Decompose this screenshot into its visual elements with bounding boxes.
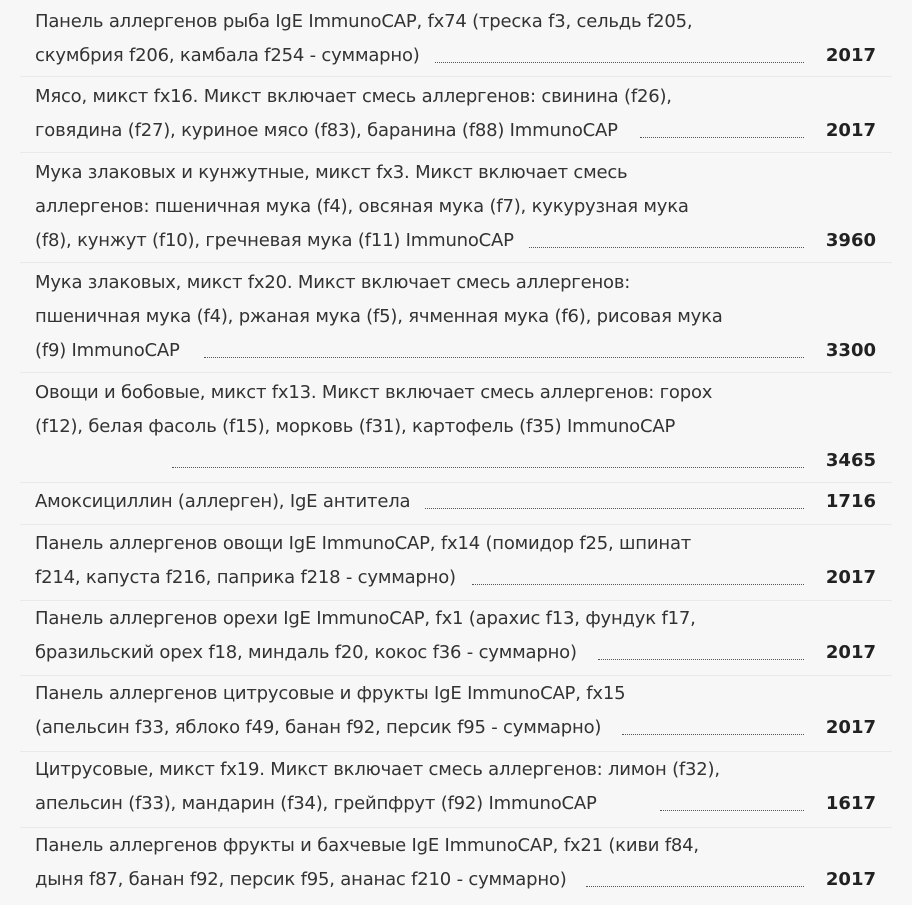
divider bbox=[20, 600, 892, 601]
item-price: 3465 bbox=[825, 450, 876, 471]
divider bbox=[20, 751, 892, 752]
item-name[interactable]: Панель аллергенов орехи IgE ImmunoCAP, fx1 (арахис f13, фундук f17, бразильский орех f18, миндаль f20, кокос f36 - суммарно) bbox=[35, 608, 696, 663]
item-name[interactable]: Панель аллергенов рыба IgE ImmunoCAP, fx74 (треска f3, сельдь f205, скумбрия f206, камбала f254 - суммарно) bbox=[35, 11, 693, 66]
item-name[interactable]: Панель аллергенов овощи IgE ImmunoCAP, fx14 (помидор f25, шпинат f214, капуста f216, паприка f218 - суммарно) bbox=[35, 533, 692, 588]
item-name[interactable]: Панель аллергенов цитрусовые и фрукты IgE ImmunoCAP, fx15 (апельсин f33, яблоко f49, банан f92, персик f95 - суммарно) bbox=[35, 683, 626, 738]
item-name[interactable]: Амоксициллин (аллерген), IgE антитела bbox=[35, 485, 725, 519]
dotted-leader bbox=[172, 467, 804, 468]
item-price: 3300 bbox=[825, 340, 876, 361]
divider bbox=[20, 524, 892, 525]
divider bbox=[20, 262, 892, 263]
divider bbox=[20, 675, 892, 676]
item-name[interactable]: Мука злаковых и кунжутные, микст fx3. Микст включает смесь аллергенов: пшеничная мука (f4), овсяная мука (f7), кукурузная мука (f8), кунжут (f10), гречневая мука (f11) ImmunoCAP bbox=[35, 162, 689, 251]
item-price: 2017 bbox=[825, 567, 876, 588]
item-name[interactable]: Панель аллергенов фрукты и бахчевые IgE ImmunoCAP, fx21 (киви f84, дыня f87, банан f92, персик f95, ананас f210 - суммарно) bbox=[35, 835, 699, 890]
item-price: 2017 bbox=[825, 45, 876, 66]
divider bbox=[20, 372, 892, 373]
item-price: 2017 bbox=[825, 642, 876, 663]
item-price: 1716 bbox=[825, 491, 876, 512]
divider bbox=[20, 827, 892, 828]
item-name[interactable]: Цитрусовые, микст fx19. Микст включает смесь аллергенов: лимон (f32), апельсин (f33), мандарин (f34), грейпфрут (f92) ImmunoCAP bbox=[35, 759, 720, 814]
item-price: 2017 bbox=[825, 869, 876, 890]
item-price: 1617 bbox=[825, 793, 876, 814]
item-name[interactable]: Мясо, микст fx16. Микст включает смесь аллергенов: свинина (f26), говядина (f27), куриное мясо (f83), баранина (f88) ImmunoCAP bbox=[35, 86, 672, 141]
item-price: 2017 bbox=[825, 120, 876, 141]
divider bbox=[20, 482, 892, 483]
item-price: 2017 bbox=[825, 717, 876, 738]
divider bbox=[20, 76, 892, 77]
item-name[interactable]: Мука злаковых, микст fx20. Микст включает смесь аллергенов: пшеничная мука (f4), ржаная мука (f5), ячменная мука (f6), рисовая мука (f9) ImmunoCAP bbox=[35, 272, 723, 361]
item-name[interactable]: Овощи и бобовые, микст fx13. Микст включает смесь аллергенов: горох (f12), белая фасоль (f15), морковь (f31), картофель (f35) ImmunoCAP bbox=[35, 382, 713, 437]
divider bbox=[20, 152, 892, 153]
item-price: 3960 bbox=[825, 230, 876, 251]
